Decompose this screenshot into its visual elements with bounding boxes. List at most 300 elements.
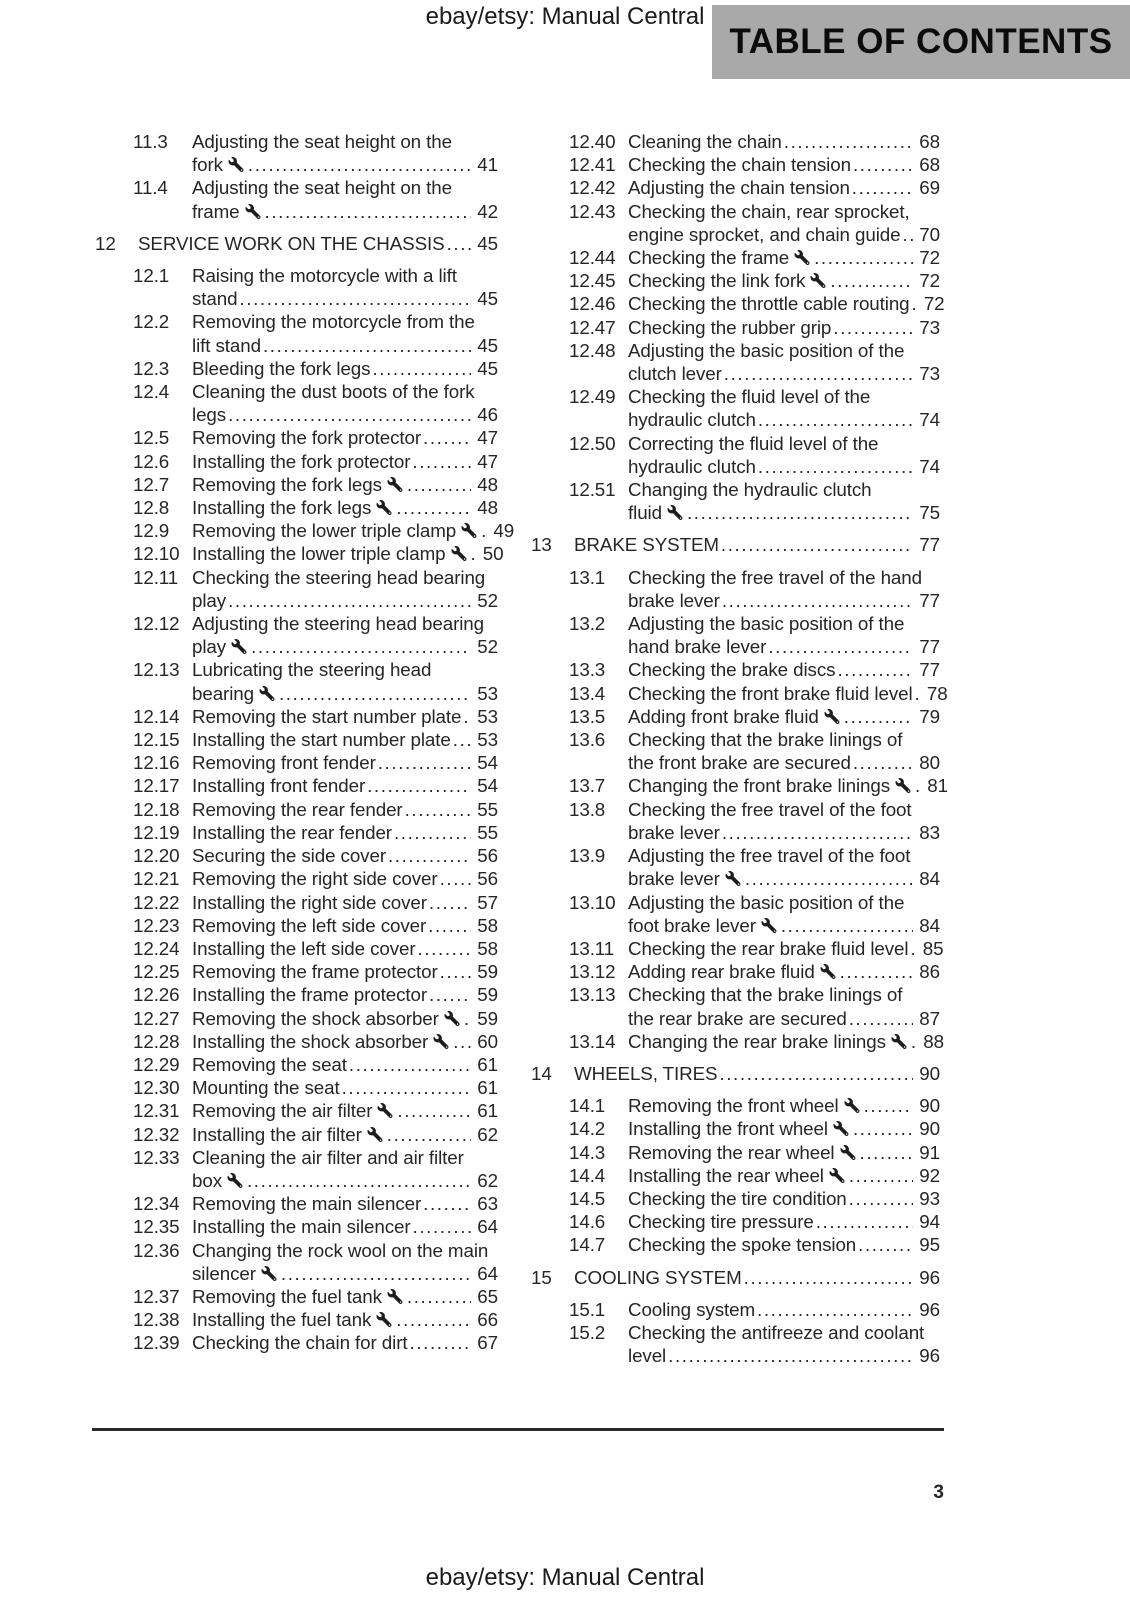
toc-entry (95, 983, 498, 1006)
toc-entry (95, 751, 498, 774)
entry-title: Securing the side cover (192, 845, 386, 867)
entry-body (628, 316, 940, 339)
wrench-icon (761, 918, 777, 933)
entry-page-number: 48 (477, 473, 498, 495)
entry-title-line (628, 1187, 940, 1210)
entry-title-line (628, 1007, 940, 1030)
toc-entry (531, 432, 940, 478)
entry-title: Installing front fender (192, 775, 366, 797)
entry-title: play (192, 636, 227, 658)
dot-leader (418, 937, 471, 960)
entry-title-line (192, 891, 498, 914)
wrench-icon (840, 1145, 856, 1160)
entry-title-line (628, 246, 940, 269)
entry-page-number: 68 (919, 154, 940, 176)
entry-number: 13.8 (569, 798, 606, 820)
entry-number: 12.35 (133, 1216, 180, 1238)
entry-number: 12.37 (133, 1285, 180, 1307)
entry-body (192, 1146, 498, 1192)
entry-title-line (628, 937, 944, 960)
entry-title: Checking the chain for dirt (192, 1332, 408, 1354)
toc-entry (95, 566, 498, 612)
entry-title-line: Checking the chain, rear sprocket, (628, 200, 910, 222)
wrench-icon (833, 1121, 849, 1136)
wrench-icon (725, 871, 741, 886)
entry-title-line (192, 1123, 498, 1146)
entry-number: 13.14 (569, 1030, 616, 1052)
entry-number: 12.38 (133, 1309, 180, 1331)
entry-number: 13.3 (569, 659, 606, 681)
entry-number: 13.6 (569, 729, 606, 751)
wrench-icon (433, 1034, 449, 1049)
dot-leader (413, 1215, 471, 1238)
toc-entry (95, 496, 498, 519)
entry-body (628, 658, 940, 681)
entry-title-line (628, 1344, 940, 1367)
entry-number: 12.17 (133, 775, 180, 797)
toc-entry (95, 1007, 498, 1030)
toc-entry (531, 844, 940, 890)
toc-entry (531, 316, 940, 339)
entry-title: Checking the throttle cable routing (628, 293, 910, 315)
entry-page-number: 63 (477, 1193, 498, 1215)
entry-title: Installing the start number plate (192, 729, 451, 751)
entry-body (192, 612, 498, 658)
entry-title: lift stand (192, 334, 261, 356)
entry-title-line (628, 635, 940, 658)
entry-title: Removing front fender (192, 752, 376, 774)
entry-title-line (192, 1308, 498, 1331)
wrench-icon (376, 500, 392, 515)
entry-body (628, 339, 940, 385)
entry-body (192, 426, 498, 449)
dot-leader (407, 1285, 471, 1308)
dot-leader (388, 844, 471, 867)
entry-body (192, 821, 498, 844)
dot-leader (858, 1233, 913, 1256)
entry-title-line (192, 937, 498, 960)
entry-body (192, 1331, 498, 1354)
entry-number: 12.23 (133, 914, 180, 936)
entry-title-line: Adjusting the free travel of the foot (628, 845, 911, 867)
entry-number: 15 (531, 1266, 552, 1288)
entry-title: Removing the right side cover (192, 868, 438, 890)
entry-body (192, 914, 498, 937)
toc-entry (95, 658, 498, 704)
wrench-icon (451, 546, 467, 561)
page-title: TABLE OF CONTENTS (729, 22, 1113, 61)
entry-page-number: 61 (477, 1053, 498, 1075)
toc-entry (95, 612, 498, 658)
entry-title-line (192, 705, 498, 728)
entry-title-line (628, 1030, 944, 1053)
entry-page-number: 90 (919, 1095, 940, 1117)
wrench-icon (820, 964, 836, 979)
dot-leader (378, 751, 471, 774)
entry-title-line (628, 1141, 940, 1164)
entry-title-line (192, 426, 498, 449)
entry-title-line: Checking that the brake linings of (628, 729, 903, 751)
entry-page-number: 95 (919, 1234, 940, 1256)
entry-page-number: 92 (919, 1164, 940, 1186)
entry-title: Installing the fuel tank (192, 1309, 372, 1331)
entry-title: Adding front brake fluid (628, 705, 819, 727)
entry-title-line (192, 1030, 498, 1053)
entry-body (628, 1187, 940, 1210)
dot-leader (758, 408, 913, 431)
entry-body (192, 891, 498, 914)
entry-title: Installing the front wheel (628, 1118, 828, 1140)
entry-title-line: Correcting the fluid level of the (628, 432, 879, 454)
entry-title: Installing the shock absorber (192, 1030, 429, 1052)
wrench-icon (829, 1168, 845, 1183)
entry-title: Checking the spoke tension (628, 1234, 857, 1256)
dot-leader (248, 153, 471, 176)
entry-page-number: 81 (927, 775, 948, 797)
dot-leader (263, 334, 471, 357)
page-number: 3 (933, 1482, 944, 1503)
toc-entry (95, 357, 498, 380)
dot-leader (412, 450, 471, 473)
dot-leader (722, 589, 913, 612)
toc-entry (95, 774, 498, 797)
dot-leader (447, 232, 471, 255)
entry-title-line (192, 867, 498, 890)
entry-title: Removing the left side cover (192, 914, 427, 936)
entry-body (192, 844, 498, 867)
entry-title: Mounting the seat (192, 1077, 340, 1099)
dot-leader (915, 774, 921, 797)
entry-body (628, 728, 940, 774)
entry-number: 12.9 (133, 520, 170, 542)
entry-page-number: 52 (477, 589, 498, 611)
entry-page-number: 52 (477, 636, 498, 658)
dot-leader (722, 821, 913, 844)
entry-title: hydraulic clutch (628, 409, 756, 431)
entry-title: Bleeding the fork legs (192, 357, 371, 379)
entry-body (192, 937, 498, 960)
entry-body (192, 751, 498, 774)
entry-body (192, 1030, 498, 1053)
wrench-icon (387, 1289, 403, 1304)
dot-leader (844, 705, 913, 728)
entry-title-line (192, 844, 498, 867)
entry-number: 14.5 (569, 1187, 606, 1209)
entry-page-number: 70 (919, 223, 940, 245)
entry-title-line (628, 269, 940, 292)
entry-page-number: 96 (919, 1345, 940, 1367)
entry-page-number: 69 (919, 177, 940, 199)
toc-entry (95, 705, 498, 728)
toc-section-entry (531, 1266, 940, 1289)
entry-title-line: Checking the antifreeze and coolant (628, 1321, 925, 1343)
entry-number: 14.4 (569, 1164, 606, 1186)
entry-body (192, 519, 515, 542)
entry-title-line: Raising the motorcycle with a lift (192, 265, 457, 287)
entry-body (628, 130, 940, 153)
entry-number: 12.14 (133, 705, 180, 727)
entry-number: 12.7 (133, 473, 170, 495)
entry-page-number: 77 (919, 659, 940, 681)
entry-body (192, 357, 498, 380)
dot-leader (471, 542, 477, 565)
entry-page-number: 61 (477, 1077, 498, 1099)
entry-title-line (192, 1215, 498, 1238)
entry-number: 13.10 (569, 891, 616, 913)
entry-title-line (574, 533, 940, 556)
dot-leader (265, 200, 471, 223)
entry-title: Cleaning the chain (628, 131, 782, 152)
entry-body (628, 937, 944, 960)
toc-entry (95, 542, 504, 565)
entry-body (628, 1141, 940, 1164)
entry-title-line (192, 542, 504, 565)
entry-body (192, 1007, 498, 1030)
entry-title-line (628, 223, 940, 246)
entry-title-line (192, 334, 498, 357)
entry-page-number: 61 (477, 1100, 498, 1122)
toc-entry (95, 426, 498, 449)
dot-leader (719, 1062, 913, 1085)
entry-number: 12.47 (569, 316, 616, 338)
toc-entry (531, 292, 945, 315)
entry-body (192, 496, 498, 519)
toc-entry (531, 1117, 940, 1140)
entry-title-line (628, 316, 940, 339)
entry-number: 12.40 (569, 131, 616, 152)
entry-title: Installing the right side cover (192, 891, 427, 913)
entry-title: Removing the rear wheel (628, 1141, 835, 1163)
entry-body (628, 200, 940, 246)
entry-number: 12.15 (133, 729, 180, 751)
toc-entry (95, 1146, 498, 1192)
entry-page-number: 45 (477, 357, 498, 379)
entry-body (628, 798, 940, 844)
entry-body (628, 612, 940, 658)
entry-number: 12.19 (133, 821, 180, 843)
entry-body (574, 1062, 940, 1085)
entry-number: 13.9 (569, 845, 606, 867)
wrench-icon (259, 686, 275, 701)
dot-leader (814, 246, 913, 269)
entry-page-number: 59 (477, 1007, 498, 1029)
entry-title-line (192, 914, 498, 937)
entry-page-number: 77 (919, 636, 940, 658)
entry-title-line (192, 682, 498, 705)
entry-number: 13.12 (569, 961, 616, 983)
entry-page-number: 77 (919, 589, 940, 611)
entry-page-number: 90 (919, 1118, 940, 1140)
entry-page-number: 93 (919, 1187, 940, 1209)
entry-body (192, 774, 498, 797)
entry-page-number: 56 (477, 845, 498, 867)
entry-page-number: 68 (919, 131, 940, 152)
toc-entry (95, 310, 498, 356)
entry-body (628, 1117, 940, 1140)
entry-title: level (628, 1345, 667, 1367)
entry-page-number: 79 (919, 705, 940, 727)
entry-page-number: 65 (477, 1285, 498, 1307)
entry-title: fork (192, 154, 223, 176)
entry-page-number: 91 (919, 1141, 940, 1163)
entry-number: 12.11 (133, 566, 179, 588)
entry-title: Installing the air filter (192, 1123, 362, 1145)
entry-title: Removing the lower triple clamp (192, 520, 457, 542)
dot-leader (429, 983, 471, 1006)
entry-page-number: 73 (919, 316, 940, 338)
entry-title-line: Adjusting the steering head bearing (192, 613, 484, 635)
entry-page-number: 72 (919, 247, 940, 269)
dot-leader (911, 1030, 917, 1053)
entry-title-line (192, 798, 498, 821)
entry-title: frame (192, 200, 240, 222)
entry-title: BRAKE SYSTEM (574, 534, 719, 556)
entry-number: 15.2 (569, 1321, 606, 1343)
entry-body (192, 728, 498, 751)
entry-page-number: 84 (919, 914, 940, 936)
toc-entry (531, 682, 948, 705)
dot-leader (410, 1331, 472, 1354)
entry-number: 13.11 (569, 937, 615, 959)
entry-number: 12.51 (569, 479, 616, 501)
dot-leader (453, 728, 471, 751)
entry-page-number: 72 (923, 293, 945, 315)
wrench-icon (844, 1098, 860, 1113)
toc-columns (95, 130, 948, 1367)
entry-page-number: 54 (477, 752, 498, 774)
entry-number: 11.3 (133, 131, 168, 152)
entry-number: 12.28 (133, 1030, 180, 1052)
entry-page-number: 45 (477, 288, 498, 310)
dot-leader (428, 914, 471, 937)
entry-number: 14.7 (569, 1234, 606, 1256)
entry-title-line: Adjusting the basic position of the (628, 339, 905, 361)
wrench-icon (895, 778, 911, 793)
entry-body (192, 960, 498, 983)
entry-title: foot brake lever (628, 914, 756, 936)
entry-page-number: 83 (919, 821, 940, 843)
dot-leader (228, 403, 471, 426)
entry-title-line (192, 1099, 498, 1122)
toc-entry (531, 960, 940, 983)
dot-leader (758, 455, 913, 478)
dot-leader (463, 705, 471, 728)
entry-number: 12.31 (133, 1100, 180, 1122)
toc-entry (95, 1239, 498, 1285)
entry-body (628, 705, 940, 728)
entry-body (628, 844, 940, 890)
entry-page-number: 74 (919, 409, 940, 431)
entry-title: clutch lever (628, 363, 722, 385)
toc-entry (531, 1094, 940, 1117)
entry-page-number: 74 (919, 455, 940, 477)
entry-page-number: 94 (919, 1211, 940, 1233)
wrench-icon (376, 1312, 392, 1327)
toc-entry (531, 658, 940, 681)
toc-entry (95, 1285, 498, 1308)
entry-page-number: 62 (477, 1169, 498, 1191)
toc-entry (95, 1099, 498, 1122)
dot-leader (440, 960, 471, 983)
toc-entry (95, 937, 498, 960)
entry-number: 12.39 (133, 1332, 180, 1354)
entry-body (628, 983, 940, 1029)
entry-title-line (628, 1094, 940, 1117)
dot-leader (757, 1298, 913, 1321)
dot-leader (397, 1099, 471, 1122)
entry-body (192, 176, 498, 222)
wrench-icon (387, 477, 403, 492)
entry-title-line (192, 1331, 498, 1354)
dot-leader (247, 1169, 471, 1192)
toc-entry (95, 728, 498, 751)
entry-title: Checking the chain tension (628, 154, 851, 176)
entry-title: COOLING SYSTEM (574, 1266, 742, 1288)
entry-number: 12.2 (133, 311, 170, 333)
dot-leader (423, 1192, 471, 1215)
entry-number: 11.4 (133, 177, 168, 199)
toc-entry (531, 983, 940, 1029)
entry-page-number: 55 (477, 798, 498, 820)
entry-title: Checking the tire condition (628, 1187, 847, 1209)
entry-title-line (192, 1285, 498, 1308)
entry-page-number: 53 (477, 729, 498, 751)
entry-title: hand brake lever (628, 636, 767, 658)
entry-title: Removing the main silencer (192, 1193, 422, 1215)
entry-title-line (192, 728, 498, 751)
entry-title: Checking tire pressure (628, 1211, 814, 1233)
entry-body (574, 533, 940, 556)
wrench-icon (245, 204, 261, 219)
entry-title-line (192, 774, 498, 797)
entry-body (192, 1285, 498, 1308)
entry-title: bearing (192, 682, 254, 704)
entry-body (628, 1233, 940, 1256)
dot-leader (840, 960, 913, 983)
entry-title-line (628, 821, 940, 844)
entry-body (628, 432, 940, 478)
entry-body (192, 1053, 498, 1076)
footer-rule (92, 1428, 944, 1431)
entry-page-number: 53 (477, 682, 498, 704)
toc-entry (95, 867, 498, 890)
entry-title-line (192, 821, 498, 844)
entry-title: Installing the frame protector (192, 984, 428, 1006)
entry-body (192, 566, 498, 612)
entry-body (192, 798, 498, 821)
entry-number: 12.8 (133, 497, 170, 519)
entry-body (628, 246, 940, 269)
entry-title: Removing the fork legs (192, 473, 382, 495)
entry-title-line: Checking the steering head bearing (192, 566, 486, 588)
entry-number: 12.41 (569, 154, 616, 176)
dot-leader (833, 316, 913, 339)
entry-page-number: 66 (477, 1309, 498, 1331)
entry-page-number: 58 (477, 937, 498, 959)
entry-page-number: 45 (477, 232, 498, 254)
entry-number: 13.2 (569, 613, 606, 635)
entry-number: 12.21 (133, 868, 180, 890)
entry-title-line (628, 176, 940, 199)
entry-title-line (192, 496, 498, 519)
dot-leader (481, 519, 487, 542)
entry-body (192, 658, 498, 704)
dot-leader (912, 292, 918, 315)
entry-title: silencer (192, 1262, 256, 1284)
wrench-icon (231, 639, 247, 654)
entry-title-line (628, 682, 948, 705)
toc-entry (95, 450, 498, 473)
